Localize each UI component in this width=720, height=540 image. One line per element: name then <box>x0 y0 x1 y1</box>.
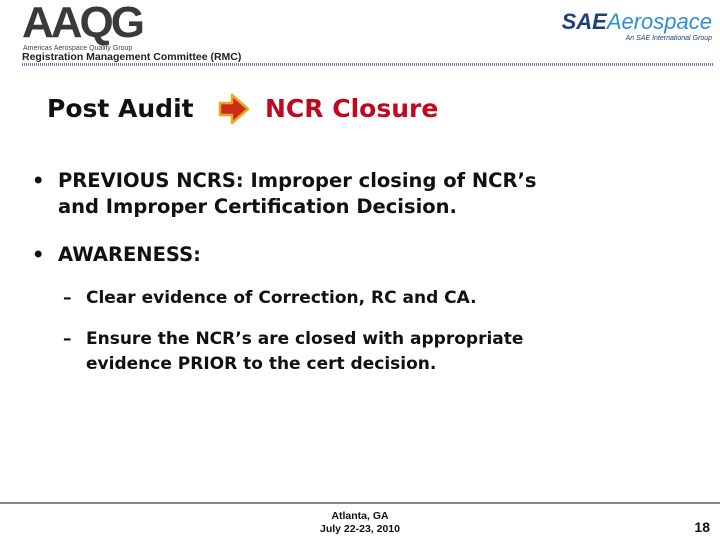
sae-logo-bold: SAE <box>561 9 607 34</box>
footer-event-info <box>280 510 440 536</box>
sae-logo-light: Aerospace <box>606 9 712 34</box>
bullet-previous-ncrs: • PREVIOUS NCRS: Improper closing of NCR’s and Improper Certification Decision. <box>30 168 700 220</box>
header-divider <box>22 63 714 66</box>
footer-date: July 22-23, 2010 <box>320 523 400 535</box>
committee-name: Registration Management Committee (RMC) <box>22 51 242 63</box>
footer-divider <box>0 502 720 504</box>
slide-body <box>30 168 700 377</box>
aaqg-logo-subtitle: Americas Aerospace Quality Group <box>23 45 133 52</box>
sae-logo-subtitle: An SAE International Group <box>625 35 712 42</box>
sae-aerospace-logo <box>562 10 712 42</box>
bullet-awareness: • AWARENESS: <box>30 242 700 268</box>
footer-location: Atlanta, GA <box>331 510 389 522</box>
subbullet-clear-evidence: – Clear evidence of Correction, RC and CA. <box>30 286 700 311</box>
title-right: NCR Closure <box>265 94 439 123</box>
subbullet-line: Ensure the NCR’s are closed with appropriate <box>86 329 524 349</box>
subbullet-line: Clear evidence of Correction, RC and CA. <box>86 288 477 308</box>
aaqg-logo-text: AAQG <box>22 0 142 47</box>
aaqg-logo <box>22 0 152 52</box>
slide-title <box>0 92 720 128</box>
bullet-line: AWARENESS: <box>58 243 201 266</box>
page-number: 18 <box>694 519 710 535</box>
bullet-line: and Improper Certification Decision. <box>58 195 457 218</box>
subbullet-ensure-closed: – Ensure the NCR’s are closed with appropriate evidence PRIOR to the cert decision. <box>30 327 700 377</box>
right-arrow-icon <box>218 93 250 125</box>
title-left: Post Audit <box>47 94 194 123</box>
subbullet-line: evidence PRIOR to the cert decision. <box>86 354 437 374</box>
bullet-line: PREVIOUS NCRS: Improper closing of NCR’s <box>58 169 537 192</box>
